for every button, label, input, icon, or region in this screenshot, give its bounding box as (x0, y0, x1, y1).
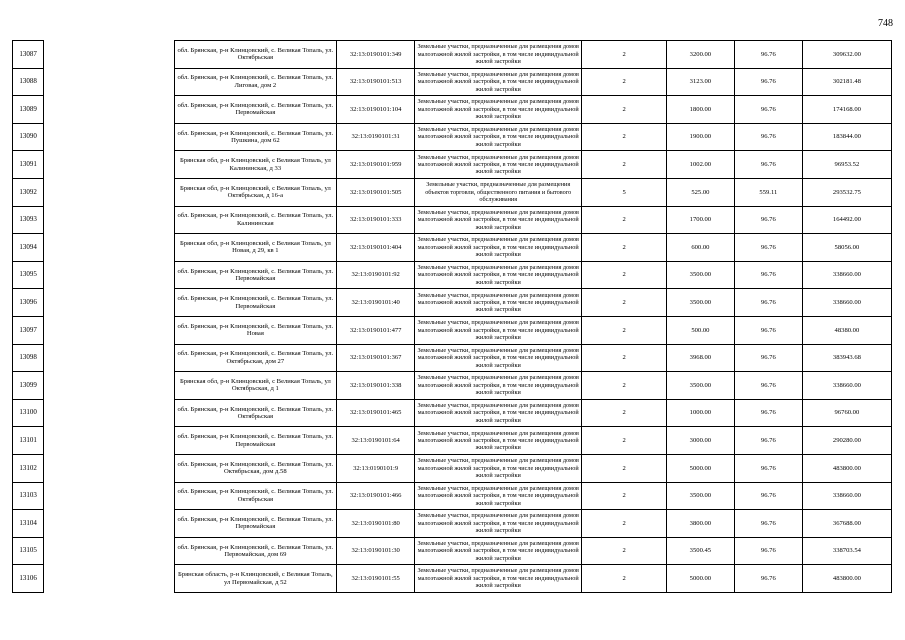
specific-value-cell: 96.76 (734, 261, 802, 289)
table-row (13, 482, 892, 510)
land-use-cell: Земельные участки, предназначенные для размещения домов малоэтажной жилой застройки, в том числе индивидуальной жилой застройки (415, 289, 582, 317)
cadastral-value-cell: 483800.00 (802, 454, 891, 482)
specific-value-cell: 96.76 (734, 68, 802, 96)
empty-cell (44, 206, 174, 234)
specific-value-cell: 96.76 (734, 234, 802, 262)
area-cell: 3500.45 (666, 537, 734, 565)
address-cell: обл. Брянская, р-н Клинцовский, с. Великая Топаль, ул. Лиговая, дом 2 (174, 68, 337, 96)
cadastral-value-cell: 58056.00 (802, 234, 891, 262)
table-row (13, 178, 892, 206)
area-cell: 1800.00 (666, 96, 734, 124)
cadastral-number-cell: 32:13:0190101:40 (337, 289, 415, 317)
table-row (13, 289, 892, 317)
area-cell: 3500.00 (666, 372, 734, 400)
table-row (13, 68, 892, 96)
specific-value-cell: 96.76 (734, 427, 802, 455)
use-class-cell: 2 (582, 289, 667, 317)
use-class-cell: 2 (582, 454, 667, 482)
specific-value-cell: 96.76 (734, 206, 802, 234)
use-class-cell: 2 (582, 316, 667, 344)
area-cell: 500.00 (666, 316, 734, 344)
empty-cell (44, 454, 174, 482)
cadastral-value-cell: 290280.00 (802, 427, 891, 455)
specific-value-cell: 96.76 (734, 482, 802, 510)
empty-cell (44, 234, 174, 262)
address-cell: Брянская область, р-н Клинцовский, с Великая Топаль, ул Первомайская, д 52 (174, 565, 337, 593)
specific-value-cell: 559.11 (734, 178, 802, 206)
cadastral-number-cell: 32:13:0190101:80 (337, 510, 415, 538)
table-row (13, 261, 892, 289)
area-cell: 3500.00 (666, 261, 734, 289)
row-number-cell: 13092 (13, 178, 44, 206)
row-number-cell: 13095 (13, 261, 44, 289)
cadastral-number-cell: 32:13:0190101:959 (337, 151, 415, 179)
address-cell: обл. Брянская, р-н Клинцовский, с. Великая Топаль, ул. Октябрьская (174, 399, 337, 427)
specific-value-cell: 96.76 (734, 344, 802, 372)
use-class-cell: 2 (582, 41, 667, 69)
cadastral-number-cell: 32:13:0190101:513 (337, 68, 415, 96)
area-cell: 3000.00 (666, 427, 734, 455)
empty-cell (44, 123, 174, 151)
area-cell: 3968.00 (666, 344, 734, 372)
use-class-cell: 2 (582, 206, 667, 234)
area-cell: 5000.00 (666, 565, 734, 593)
use-class-cell: 2 (582, 399, 667, 427)
table-body (13, 41, 892, 593)
specific-value-cell: 96.76 (734, 289, 802, 317)
table-row (13, 565, 892, 593)
empty-cell (44, 261, 174, 289)
cadastral-number-cell: 32:13:0190101:465 (337, 399, 415, 427)
empty-cell (44, 316, 174, 344)
row-number-cell: 13102 (13, 454, 44, 482)
address-cell: обл. Брянская, р-н Клинцовский, с. Великая Топаль, ул. Октябрьская (174, 482, 337, 510)
area-cell: 5000.00 (666, 454, 734, 482)
cadastral-value-cell: 48380.00 (802, 316, 891, 344)
address-cell: Брянская обл, р-н Клинцовский, с Великая Топаль, ул Калининская, д 33 (174, 151, 337, 179)
land-use-cell: Земельные участки, предназначенные для размещения домов малоэтажной жилой застройки, в том числе индивидуальной жилой застройки (415, 344, 582, 372)
cadastral-value-cell: 309632.00 (802, 41, 891, 69)
empty-cell (44, 344, 174, 372)
address-cell: обл. Брянская, р-н Клинцовский, с. Великая Топаль, ул. Октябрьская, дом 27 (174, 344, 337, 372)
address-cell: Брянская обл, р-н Клинцовский, с Великая Топаль, ул Октябрьская, д 16-а (174, 178, 337, 206)
cadastral-number-cell: 32:13:0190101:505 (337, 178, 415, 206)
address-cell: обл. Брянская, р-н Клинцовский, с. Великая Топаль, ул. Калининская (174, 206, 337, 234)
use-class-cell: 2 (582, 427, 667, 455)
row-number-cell: 13106 (13, 565, 44, 593)
area-cell: 600.00 (666, 234, 734, 262)
land-use-cell: Земельные участки, предназначенные для размещения домов малоэтажной жилой застройки, в том числе индивидуальной жилой застройки (415, 316, 582, 344)
use-class-cell: 2 (582, 261, 667, 289)
use-class-cell: 5 (582, 178, 667, 206)
land-use-cell: Земельные участки, предназначенные для размещения домов малоэтажной жилой застройки, в том числе индивидуальной жилой застройки (415, 427, 582, 455)
specific-value-cell: 96.76 (734, 537, 802, 565)
table-row (13, 316, 892, 344)
address-cell: Брянская обл, р-н Клинцовский, с Великая Топаль, ул Октябрьская, д 1 (174, 372, 337, 400)
specific-value-cell: 96.76 (734, 123, 802, 151)
specific-value-cell: 96.76 (734, 372, 802, 400)
land-use-cell: Земельные участки, предназначенные для размещения домов малоэтажной жилой застройки, в том числе индивидуальной жилой застройки (415, 399, 582, 427)
use-class-cell: 2 (582, 151, 667, 179)
cadastral-value-cell: 302181.48 (802, 68, 891, 96)
empty-cell (44, 68, 174, 96)
cadastral-value-cell: 174168.00 (802, 96, 891, 124)
row-number-cell: 13090 (13, 123, 44, 151)
address-cell: обл. Брянская, р-н Клинцовский, с. Великая Топаль, ул. Октябрьская (174, 41, 337, 69)
row-number-cell: 13088 (13, 68, 44, 96)
cadastral-number-cell: 32:13:0190101:30 (337, 537, 415, 565)
area-cell: 3500.00 (666, 289, 734, 317)
row-number-cell: 13100 (13, 399, 44, 427)
table-row (13, 41, 892, 69)
land-use-cell: Земельные участки, предназначенные для размещения объектов торговли, общественного питания и бытового обслуживания (415, 178, 582, 206)
land-use-cell: Земельные участки, предназначенные для размещения домов малоэтажной жилой застройки, в том числе индивидуальной жилой застройки (415, 454, 582, 482)
land-use-cell: Земельные участки, предназначенные для размещения домов малоэтажной жилой застройки, в том числе индивидуальной жилой застройки (415, 123, 582, 151)
cadastral-value-cell: 383943.68 (802, 344, 891, 372)
table-row (13, 123, 892, 151)
cadastral-number-cell: 32:13:0190101:367 (337, 344, 415, 372)
cadastral-number-cell: 32:13:0190101:55 (337, 565, 415, 593)
row-number-cell: 13101 (13, 427, 44, 455)
row-number-cell: 13087 (13, 41, 44, 69)
address-cell: обл. Брянская, р-н Клинцовский, с. Великая Топаль, ул. Первомайская (174, 96, 337, 124)
empty-cell (44, 399, 174, 427)
empty-cell (44, 510, 174, 538)
area-cell: 3123.00 (666, 68, 734, 96)
specific-value-cell: 96.76 (734, 151, 802, 179)
cadastral-value-cell: 338703.54 (802, 537, 891, 565)
area-cell: 1002.00 (666, 151, 734, 179)
cadastral-number-cell: 32:13:0190101:333 (337, 206, 415, 234)
land-use-cell: Земельные участки, предназначенные для размещения домов малоэтажной жилой застройки, в том числе индивидуальной жилой застройки (415, 206, 582, 234)
cadastral-value-cell: 338660.00 (802, 482, 891, 510)
table-row (13, 427, 892, 455)
land-use-cell: Земельные участки, предназначенные для размещения домов малоэтажной жилой застройки, в том числе индивидуальной жилой застройки (415, 565, 582, 593)
area-cell: 3200.00 (666, 41, 734, 69)
empty-cell (44, 372, 174, 400)
row-number-cell: 13094 (13, 234, 44, 262)
address-cell: обл. Брянская, р-н Клинцовский, с. Великая Топаль, ул. Октябрьская, дом д.58 (174, 454, 337, 482)
land-use-cell: Земельные участки, предназначенные для размещения домов малоэтажной жилой застройки, в том числе индивидуальной жилой застройки (415, 510, 582, 538)
specific-value-cell: 96.76 (734, 565, 802, 593)
use-class-cell: 2 (582, 510, 667, 538)
empty-cell (44, 178, 174, 206)
specific-value-cell: 96.76 (734, 454, 802, 482)
cadastral-number-cell: 32:13:0190101:466 (337, 482, 415, 510)
specific-value-cell: 96.76 (734, 510, 802, 538)
address-cell: обл. Брянская, р-н Клинцовский, с. Великая Топаль, ул. Первомайская (174, 289, 337, 317)
address-cell: обл. Брянская, р-н Клинцовский, с. Великая Топаль, ул. Первомайская (174, 261, 337, 289)
use-class-cell: 2 (582, 372, 667, 400)
land-use-cell: Земельные участки, предназначенные для размещения домов малоэтажной жилой застройки, в том числе индивидуальной жилой застройки (415, 372, 582, 400)
row-number-cell: 13103 (13, 482, 44, 510)
cadastral-value-cell: 96760.00 (802, 399, 891, 427)
row-number-cell: 13097 (13, 316, 44, 344)
address-cell: обл. Брянская, р-н Клинцовский, с. Великая Топаль, ул. Новая (174, 316, 337, 344)
use-class-cell: 2 (582, 96, 667, 124)
use-class-cell: 2 (582, 344, 667, 372)
row-number-cell: 13096 (13, 289, 44, 317)
table-row (13, 372, 892, 400)
specific-value-cell: 96.76 (734, 41, 802, 69)
use-class-cell: 2 (582, 234, 667, 262)
empty-cell (44, 151, 174, 179)
use-class-cell: 2 (582, 123, 667, 151)
empty-cell (44, 565, 174, 593)
address-cell: Брянская обл, р-н Клинцовский, с Великая Топаль, ул Новая, д 29, кв 1 (174, 234, 337, 262)
area-cell: 525.00 (666, 178, 734, 206)
empty-cell (44, 537, 174, 565)
cadastral-number-cell: 32:13:0190101:104 (337, 96, 415, 124)
table-row (13, 234, 892, 262)
address-cell: обл. Брянская, р-н Клинцовский, с. Великая Топаль, ул. Первомайская (174, 510, 337, 538)
area-cell: 1000.00 (666, 399, 734, 427)
empty-cell (44, 427, 174, 455)
area-cell: 1700.00 (666, 206, 734, 234)
page-number: 748 (878, 18, 893, 29)
land-use-cell: Земельные участки, предназначенные для размещения домов малоэтажной жилой застройки, в том числе индивидуальной жилой застройки (415, 261, 582, 289)
specific-value-cell: 96.76 (734, 96, 802, 124)
table-row (13, 151, 892, 179)
table-row (13, 206, 892, 234)
row-number-cell: 13091 (13, 151, 44, 179)
address-cell: обл. Брянская, р-н Клинцовский, с. Великая Топаль, ул. Пушкина, дом 62 (174, 123, 337, 151)
land-use-cell: Земельные участки, предназначенные для размещения домов малоэтажной жилой застройки, в том числе индивидуальной жилой застройки (415, 482, 582, 510)
cadastral-number-cell: 32:13:0190101:404 (337, 234, 415, 262)
row-number-cell: 13104 (13, 510, 44, 538)
use-class-cell: 2 (582, 68, 667, 96)
cadastral-register-table (12, 40, 892, 593)
cadastral-value-cell: 164492.00 (802, 206, 891, 234)
cadastral-value-cell: 367688.00 (802, 510, 891, 538)
row-number-cell: 13098 (13, 344, 44, 372)
table-row (13, 510, 892, 538)
table-row (13, 96, 892, 124)
table-row (13, 454, 892, 482)
cadastral-number-cell: 32:13:0190101:338 (337, 372, 415, 400)
land-use-cell: Земельные участки, предназначенные для размещения домов малоэтажной жилой застройки, в том числе индивидуальной жилой застройки (415, 96, 582, 124)
land-use-cell: Земельные участки, предназначенные для размещения домов малоэтажной жилой застройки, в том числе индивидуальной жилой застройки (415, 234, 582, 262)
land-use-cell: Земельные участки, предназначенные для размещения домов малоэтажной жилой застройки, в том числе индивидуальной жилой застройки (415, 68, 582, 96)
cadastral-number-cell: 32:13:0190101:9 (337, 454, 415, 482)
table-row (13, 399, 892, 427)
land-use-cell: Земельные участки, предназначенные для размещения домов малоэтажной жилой застройки, в том числе индивидуальной жилой застройки (415, 537, 582, 565)
cadastral-number-cell: 32:13:0190101:349 (337, 41, 415, 69)
row-number-cell: 13089 (13, 96, 44, 124)
cadastral-value-cell: 483800.00 (802, 565, 891, 593)
address-cell: обл. Брянская, р-н Клинцовский, с. Великая Топаль, ул. Первомайская (174, 427, 337, 455)
table-row (13, 537, 892, 565)
cadastral-number-cell: 32:13:0190101:31 (337, 123, 415, 151)
cadastral-value-cell: 338660.00 (802, 372, 891, 400)
use-class-cell: 2 (582, 482, 667, 510)
specific-value-cell: 96.76 (734, 316, 802, 344)
cadastral-value-cell: 183844.00 (802, 123, 891, 151)
use-class-cell: 2 (582, 565, 667, 593)
cadastral-value-cell: 96953.52 (802, 151, 891, 179)
empty-cell (44, 96, 174, 124)
cadastral-value-cell: 338660.00 (802, 261, 891, 289)
empty-cell (44, 289, 174, 317)
row-number-cell: 13093 (13, 206, 44, 234)
area-cell: 3500.00 (666, 482, 734, 510)
specific-value-cell: 96.76 (734, 399, 802, 427)
use-class-cell: 2 (582, 537, 667, 565)
cadastral-value-cell: 293532.75 (802, 178, 891, 206)
address-cell: обл. Брянская, р-н Клинцовский, с. Великая Топаль, ул. Первомайская, дом 69 (174, 537, 337, 565)
empty-cell (44, 41, 174, 69)
cadastral-number-cell: 32:13:0190101:64 (337, 427, 415, 455)
row-number-cell: 13099 (13, 372, 44, 400)
land-use-cell: Земельные участки, предназначенные для размещения домов малоэтажной жилой застройки, в том числе индивидуальной жилой застройки (415, 41, 582, 69)
row-number-cell: 13105 (13, 537, 44, 565)
empty-cell (44, 482, 174, 510)
area-cell: 3800.00 (666, 510, 734, 538)
cadastral-number-cell: 32:13:0190101:92 (337, 261, 415, 289)
area-cell: 1900.00 (666, 123, 734, 151)
land-use-cell: Земельные участки, предназначенные для размещения домов малоэтажной жилой застройки, в том числе индивидуальной жилой застройки (415, 151, 582, 179)
cadastral-value-cell: 338660.00 (802, 289, 891, 317)
table-row (13, 344, 892, 372)
cadastral-number-cell: 32:13:0190101:477 (337, 316, 415, 344)
